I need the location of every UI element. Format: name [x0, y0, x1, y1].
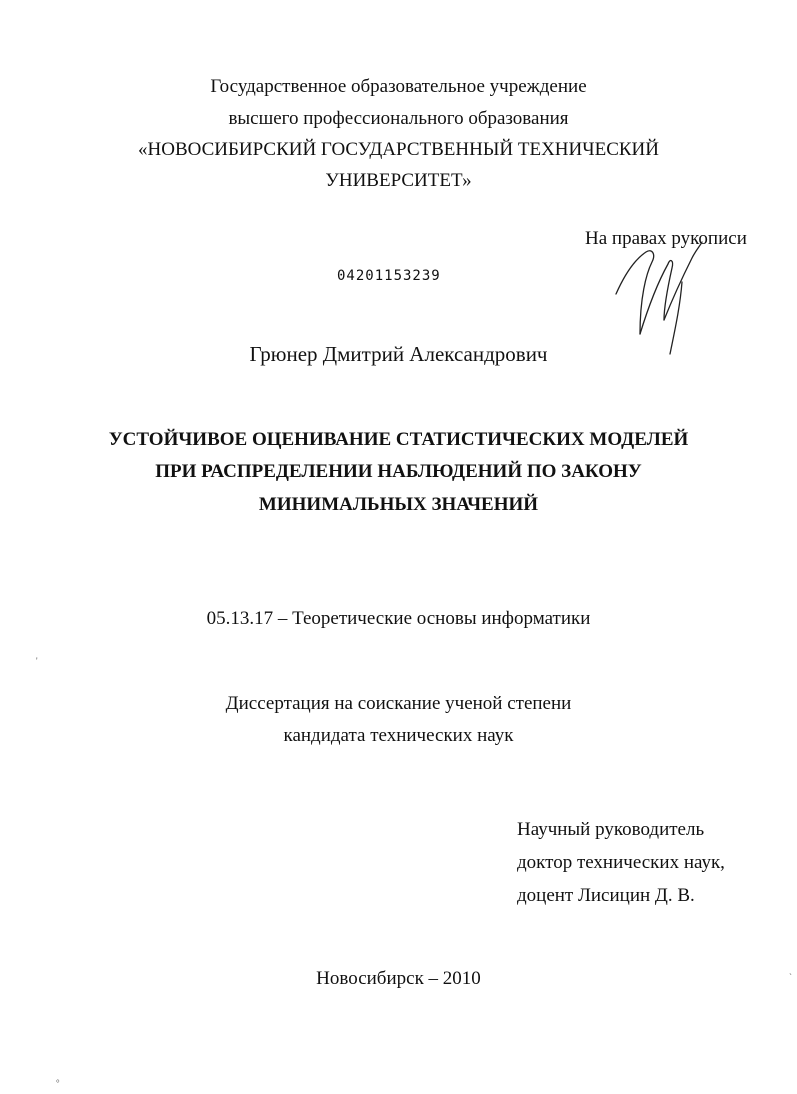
advisor-line-1: Научный руководитель	[517, 819, 705, 840]
title-line-2: ПРИ РАСПРЕДЕЛЕНИИ НАБЛЮДЕНИЙ ПО ЗАКОНУ	[155, 461, 642, 482]
institution-line-2: высшего профессионального образования	[228, 108, 569, 129]
degree-line-1: Диссертация на соискание ученой степени	[225, 693, 572, 714]
institution-line-3: «НОВОСИБИРСКИЙ ГОСУДАРСТВЕННЫЙ ТЕХНИЧЕСКИЙ	[138, 139, 659, 160]
advisor-line-3: доцент Лисицин Д. В.	[517, 885, 695, 906]
signature	[612, 238, 722, 358]
scan-speck: °	[56, 1078, 60, 1088]
title-line-3: МИНИМАЛЬНЫХ ЗНАЧЕНИЙ	[258, 494, 539, 515]
scan-speck: `	[789, 972, 792, 982]
degree-line-2: кандидата технических наук	[283, 725, 514, 746]
author-name: Грюнер Дмитрий Александрович	[249, 342, 548, 366]
specialty: 05.13.17 – Теоретические основы информатики	[206, 608, 591, 629]
manuscript-rights: На правах рукописи	[585, 228, 747, 249]
scan-speck: '	[36, 656, 38, 666]
advisor-line-2: доктор технических наук,	[517, 852, 725, 873]
institution-line-4: УНИВЕРСИТЕТ»	[325, 170, 472, 191]
title-line-1: УСТОЙЧИВОЕ ОЦЕНИВАНИЕ СТАТИСТИЧЕСКИХ МОДЕЛЕЙ	[108, 429, 689, 450]
city-year: Новосибирск – 2010	[316, 968, 481, 989]
document-code: 04201153239	[337, 268, 441, 284]
institution-line-1: Государственное образовательное учреждение	[210, 76, 587, 97]
